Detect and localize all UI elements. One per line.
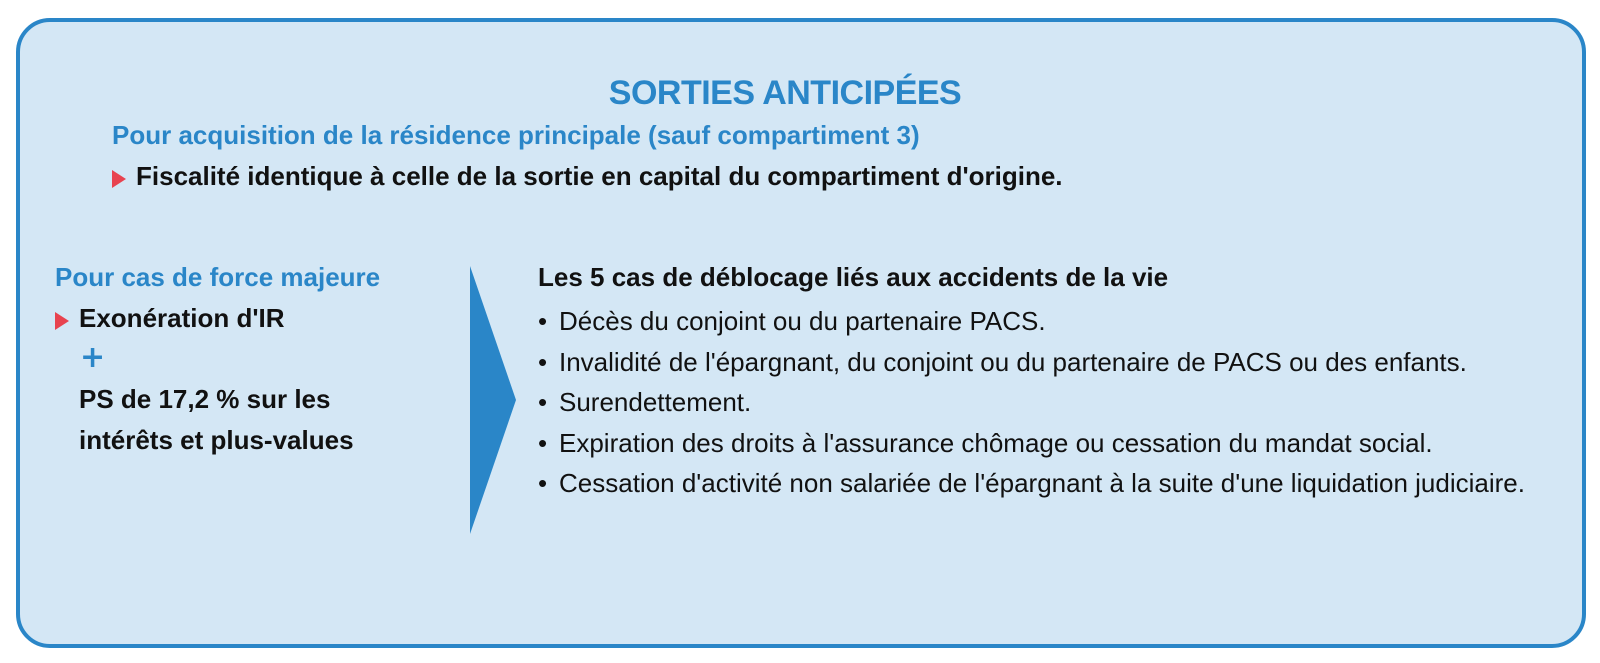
chevron-arrow-icon [470, 266, 520, 534]
bullet-icon: • [538, 468, 548, 498]
ps-line-1: PS de 17,2 % sur les [79, 384, 331, 414]
acquisition-text: Fiscalité identique à celle de la sortie en capital du compartiment d'origine. [136, 161, 1063, 191]
plus-icon: + [80, 340, 106, 375]
case-text: Cessation d'activité non salariée de l'épargnant à la suite d'une liquidation judiciaire. [559, 468, 1525, 498]
bullet-icon: • [538, 346, 548, 377]
force-majeure-heading: Pour cas de force majeure [55, 262, 381, 292]
list-item [538, 301, 1538, 342]
list-item [538, 342, 1538, 383]
case-text: Décès du conjoint ou du partenaire PACS. [559, 306, 1046, 336]
case-text: Surendettement. [559, 387, 752, 417]
triangle-right-icon [112, 170, 126, 188]
panel-title: SORTIES ANTICIPÉES [608, 74, 962, 112]
bullet-icon: • [538, 306, 548, 336]
bullet-icon: • [538, 427, 548, 458]
acquisition-heading: Pour acquisition de la résidence principale (sauf compartiment 3) [112, 120, 920, 150]
bullet-icon: • [538, 387, 548, 417]
triangle-right-icon [55, 312, 69, 330]
exoneration-text: Exonération d'IR [79, 303, 285, 333]
case-text: Invalidité de l'épargnant, du conjoint ou du partenaire de PACS ou des enfants. [559, 346, 1467, 377]
cases-heading: Les 5 cas de déblocage liés aux accidents de la vie [538, 262, 1169, 292]
case-text: Expiration des droits à l'assurance chômage ou cessation du mandat social. [559, 427, 1433, 458]
list-item [538, 423, 1538, 464]
ps-line-2: intérêts et plus-values [79, 425, 354, 455]
list-item [538, 382, 1538, 423]
list-item [538, 463, 1538, 504]
cases-list [538, 301, 1538, 504]
info-panel [16, 18, 1586, 648]
